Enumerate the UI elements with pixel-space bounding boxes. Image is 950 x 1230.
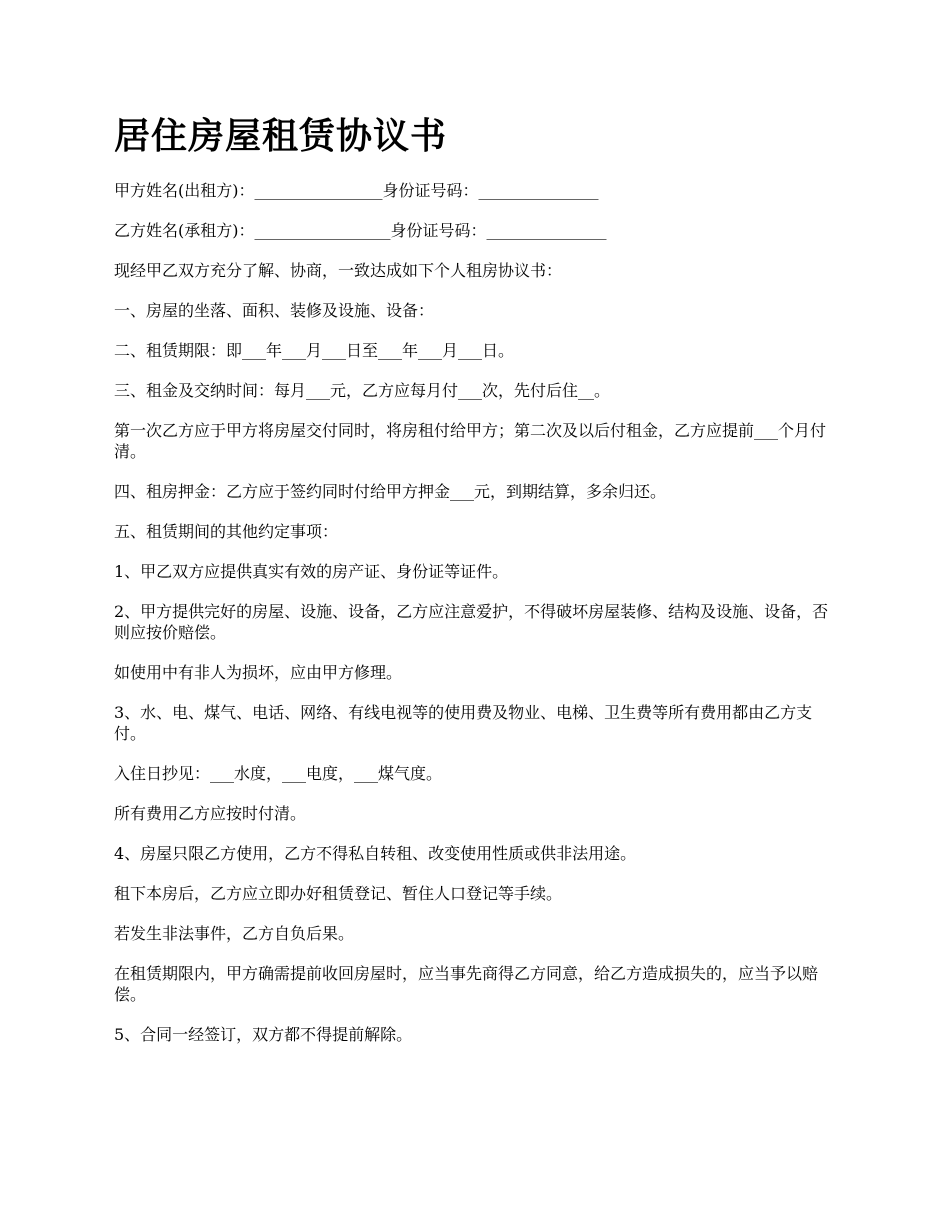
party-a-line: 甲方姓名(出租方)：________________身份证号码：_______________: [114, 181, 599, 200]
document-title: 居住房屋租赁协议书: [114, 115, 448, 157]
item-3-fees: 3、水、电、煤气、电话、网络、有线电视等的使用费及物业、电梯、卫生费等所有费用都由乙方支付。: [114, 703, 813, 743]
clause-5-heading: 五、租赁期间的其他约定事项：: [114, 522, 339, 541]
item-4-registration: 租下本房后，乙方应立即办好租赁登记、暂住人口登记等手续。: [114, 884, 563, 903]
item-4-liability: 若发生非法事件，乙方自负后果。: [114, 924, 355, 943]
item-4-usage: 4、房屋只限乙方使用，乙方不得私自转租、改变使用性质或供非法用途。: [114, 844, 637, 863]
item-1-documents: 1、甲乙双方应提供真实有效的房产证、身份证等证件。: [114, 562, 509, 581]
item-2-repairs: 如使用中有非人为损坏，应由甲方修理。: [114, 663, 403, 682]
clause-3-rent: 三、租金及交纳时间：每月___元，乙方应每月付___次，先付后住__。: [114, 381, 611, 400]
document-page: [114, 112, 844, 1064]
clause-3-payment-detail: 第一次乙方应于甲方将房屋交付同时，将房租付给甲方；第二次及以后付租金，乙方应提前___个月付清。: [114, 421, 827, 461]
clause-4-deposit: 四、租房押金：乙方应于签约同时付给甲方押金___元，到期结算，多余归还。: [114, 482, 667, 501]
item-3-meter-readings: 入住日抄见：___水度，___电度，___煤气度。: [114, 764, 443, 783]
item-2-facilities: 2、甲方提供完好的房屋、设施、设备，乙方应注意爱护，不得破坏房屋装修、结构及设施、设备，否则应按价赔偿。: [114, 602, 829, 642]
clause-1-heading: 一、房屋的坐落、面积、装修及设施、设备：: [114, 301, 435, 320]
clause-2-lease-term: 二、租赁期限：即___年___月___日至___年___月___日。: [114, 341, 515, 360]
item-3-payment: 所有费用乙方应按时付清。: [114, 804, 307, 823]
party-b-line: 乙方姓名(承租方)：_________________身份证号码：_______________: [114, 221, 607, 240]
agreement-intro: 现经甲乙双方充分了解、协商，一致达成如下个人租房协议书：: [114, 261, 563, 280]
item-5-termination: 5、合同一经签订，双方都不得提前解除。: [114, 1025, 413, 1044]
item-4-early-recovery: 在租赁期限内，甲方确需提前收回房屋时，应当事先商得乙方同意，给乙方造成损失的，应当予以赔偿。: [114, 964, 819, 1004]
